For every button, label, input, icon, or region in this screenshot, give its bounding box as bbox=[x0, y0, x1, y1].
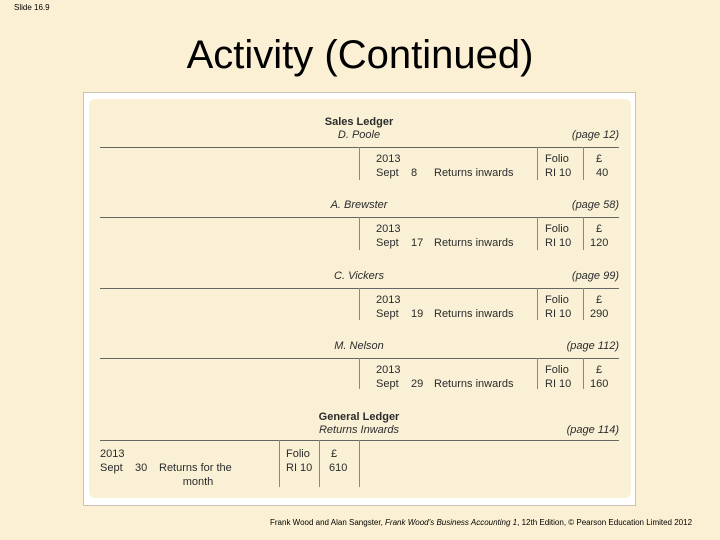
entry-details: Returns for the bbox=[159, 462, 232, 474]
amount-column-divider bbox=[583, 147, 584, 180]
account-page: (page 112) bbox=[566, 340, 619, 352]
slide-number: Slide 16.9 bbox=[14, 3, 50, 12]
account-page: (page 12) bbox=[571, 129, 619, 141]
account-t-divider bbox=[359, 217, 360, 250]
entry-folio: RI 10 bbox=[545, 378, 572, 390]
currency-header: £ bbox=[596, 223, 603, 235]
entry-details-continued: month bbox=[182, 476, 214, 488]
entry-amount: 160 bbox=[590, 378, 609, 390]
entry-details: Returns inwards bbox=[434, 378, 514, 390]
entry-amount: 120 bbox=[590, 237, 609, 249]
sales-ledger-heading: Sales Ledger bbox=[324, 116, 394, 128]
entry-year: 2013 bbox=[376, 153, 401, 165]
folio-column-divider bbox=[537, 288, 538, 320]
entry-month: Sept bbox=[376, 308, 399, 320]
account-name: C. Vickers bbox=[334, 270, 384, 282]
account-page: (page 114) bbox=[566, 424, 619, 436]
amount-column-divider bbox=[583, 217, 584, 250]
account-t-divider bbox=[359, 358, 360, 389]
entry-folio: RI 10 bbox=[286, 462, 313, 474]
footer-book-title: Frank Wood’s Business Accounting 1 bbox=[385, 518, 518, 527]
account-name: A. Brewster bbox=[330, 199, 388, 211]
amount-column-divider bbox=[319, 440, 320, 487]
account-page: (page 58) bbox=[571, 199, 619, 211]
entry-year: 2013 bbox=[376, 364, 401, 376]
currency-header: £ bbox=[596, 294, 603, 306]
entry-amount: 40 bbox=[596, 167, 609, 179]
entry-amount: 290 bbox=[590, 308, 609, 320]
account-name: Returns Inwards bbox=[318, 424, 400, 436]
account-name: D. Poole bbox=[337, 129, 381, 141]
entry-folio: RI 10 bbox=[545, 237, 572, 249]
account-name: M. Nelson bbox=[334, 340, 384, 352]
folio-header: Folio bbox=[545, 364, 569, 376]
folio-header: Folio bbox=[545, 153, 569, 165]
slide-footer bbox=[270, 518, 692, 527]
entry-details: Returns inwards bbox=[434, 237, 514, 249]
folio-column-divider bbox=[537, 217, 538, 250]
currency-header: £ bbox=[331, 448, 338, 460]
amount-column-divider bbox=[583, 288, 584, 320]
entry-month: Sept bbox=[100, 462, 123, 474]
entry-details: Returns inwards bbox=[434, 308, 514, 320]
entry-day: 30 bbox=[135, 462, 148, 474]
account-t-divider bbox=[359, 147, 360, 180]
entry-folio: RI 10 bbox=[545, 167, 572, 179]
footer-authors: Frank Wood and Alan Sangster, bbox=[270, 518, 386, 527]
amount-column-divider bbox=[583, 358, 584, 389]
entry-day: 19 bbox=[411, 308, 424, 320]
currency-header: £ bbox=[596, 364, 603, 376]
entry-month: Sept bbox=[376, 378, 399, 390]
folio-column-divider bbox=[537, 358, 538, 389]
footer-edition: , 12th Edition, © Pearson Education Limited 2012 bbox=[517, 518, 693, 527]
entry-day: 17 bbox=[411, 237, 424, 249]
slide-title: Activity (Continued) bbox=[186, 33, 534, 77]
ledger-figure bbox=[89, 99, 631, 498]
folio-column-divider bbox=[279, 440, 280, 487]
folio-column-divider bbox=[537, 147, 538, 180]
entry-year: 2013 bbox=[376, 223, 401, 235]
entry-month: Sept bbox=[376, 167, 399, 179]
general-ledger-heading: General Ledger bbox=[318, 411, 400, 423]
account-t-divider bbox=[359, 288, 360, 320]
account-t-divider bbox=[359, 440, 360, 487]
entry-year: 2013 bbox=[376, 294, 401, 306]
folio-header: Folio bbox=[545, 294, 569, 306]
entry-amount: 610 bbox=[329, 462, 348, 474]
entry-day: 29 bbox=[411, 378, 424, 390]
entry-details: Returns inwards bbox=[434, 167, 514, 179]
account-page: (page 99) bbox=[571, 270, 619, 282]
entry-month: Sept bbox=[376, 237, 399, 249]
entry-day: 8 bbox=[411, 167, 418, 179]
currency-header: £ bbox=[596, 153, 603, 165]
entry-year: 2013 bbox=[100, 448, 125, 460]
folio-header: Folio bbox=[545, 223, 569, 235]
folio-header: Folio bbox=[286, 448, 310, 460]
entry-folio: RI 10 bbox=[545, 308, 572, 320]
